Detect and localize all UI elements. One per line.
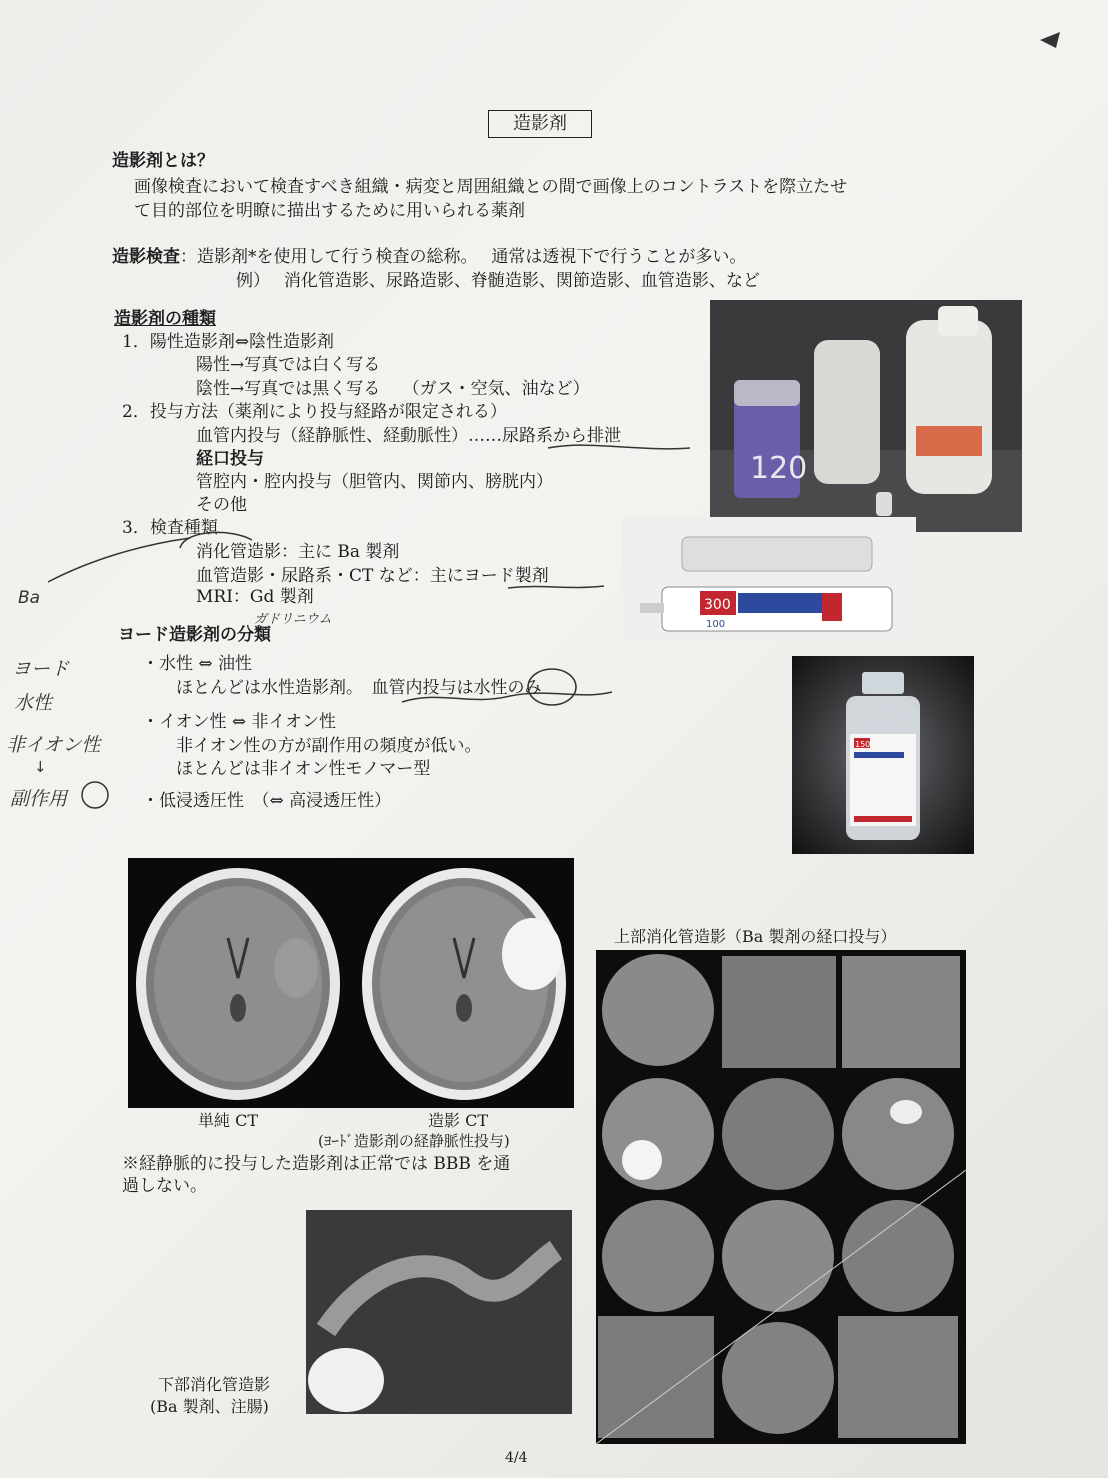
types-item-2d: その他 xyxy=(196,495,247,515)
iodine-a-note: ほとんどは水性造影剤。 血管内投与は水性のみ xyxy=(176,678,542,698)
syringe-label-300: 300 xyxy=(704,597,731,613)
iodine-a: ・水性 ⇔ 油性 xyxy=(142,654,253,674)
upper-gi-caption: 上部消化管造影（Ba 製剤の経口投与） xyxy=(614,927,897,946)
page-number: 4/4 xyxy=(505,1450,528,1466)
exam-label: 造影検査 xyxy=(112,247,180,267)
exam-example: 例） 消化管造影、尿路造影、脊髄造影、関節造影、血管造影、など xyxy=(236,271,760,291)
types-item-2c: 管腔内・腔内投与（胆管内、関節内、膀胱内） xyxy=(196,472,553,492)
types-item-2: 2．投与方法（薬剤により投与経路が限定される） xyxy=(122,402,507,422)
ct-plain-caption: 単純 CT xyxy=(198,1111,259,1130)
lower-gi-caption-2: (Ba 製剤、注腸) xyxy=(150,1397,269,1416)
lower-gi-caption-1: 下部消化管造影 xyxy=(158,1375,271,1394)
bottle-label-150: 150 xyxy=(855,740,871,749)
iodine-b: ・イオン性 ⇔ 非イオン性 xyxy=(142,712,337,732)
handwriting-gd: ガドリニウム xyxy=(254,612,332,627)
ct-comparison-image xyxy=(128,858,574,1108)
ct-note-line-1: ※経静脈的に投与した造影剤は正常では BBB を通 xyxy=(122,1154,511,1174)
types-item-2a: 血管内投与（経静脈性、経動脈性）……尿路系から排泄 xyxy=(196,426,621,446)
contrast-ct-scan xyxy=(362,868,566,1100)
iodine-b-note-2: ほとんどは非イオン性モノマー型 xyxy=(176,759,431,779)
types-item-3c: MRI：Gd 製剤 xyxy=(196,587,314,607)
plain-ct-scan xyxy=(136,868,340,1100)
prefilled-syringe-photo xyxy=(622,517,916,641)
types-item-1b: 陰性→写真では黒く写る （ガス・空気、油など） xyxy=(196,379,590,399)
ct-note-line-2: 過しない。 xyxy=(122,1176,207,1196)
page-title: 造影剤 xyxy=(488,110,592,138)
handwriting-ba: Ba xyxy=(18,588,41,608)
exam-text: ：造影剤*を使用して行う検査の総称。 通常は透視下で行うことが多い。 xyxy=(180,247,747,267)
syringe-label-100: 100 xyxy=(706,619,726,630)
contrast-bottles-photo xyxy=(710,300,1022,532)
upper-gi-series-image xyxy=(596,950,966,1444)
definition-heading: 造影剤とは？ xyxy=(112,151,214,171)
iodine-b-note-1: 非イオン性の方が副作用の頻度が低い。 xyxy=(176,736,482,756)
bottle-label-120: 120 xyxy=(750,451,808,486)
lower-gi-image xyxy=(306,1210,572,1414)
iomeprol-bottle-photo xyxy=(792,656,974,854)
iodine-c: ・低浸透圧性 （⇔ 高浸透圧性） xyxy=(142,791,392,811)
handwriting-arrow: ↓ xyxy=(34,758,47,776)
types-item-3a: 消化管造影：主に Ba 製剤 xyxy=(196,542,400,562)
types-item-1: 1．陽性造影剤⇔陰性造影剤 xyxy=(122,332,335,352)
ct-contrast-caption: 造影 CT xyxy=(428,1111,489,1130)
types-item-3b: 血管造影・尿路系・CT など：主にヨード製剤 xyxy=(196,566,549,586)
handwriting-nonionic: 非イオン性 xyxy=(6,734,101,756)
definition-line-1: 画像検査において検査すべき組織・病変と周囲組織との間で画像上のコントラストを際立たせ xyxy=(134,177,848,197)
iodine-heading: ヨード造影剤の分類 xyxy=(118,625,271,645)
types-item-2b: 経口投与 xyxy=(196,449,264,469)
types-item-1a: 陽性→写真では白く写る xyxy=(196,355,381,375)
handwriting-aqueous: 水性 xyxy=(14,692,53,714)
types-item-3: 3．検査種類 xyxy=(122,518,218,538)
ct-contrast-sub-caption: (ﾖｰﾄﾞ造影剤の経静脈性投与) xyxy=(318,1132,510,1150)
definition-line-2: て目的部位を明瞭に描出するために用いられる薬剤 xyxy=(134,201,525,221)
types-heading: 造影剤の種類 xyxy=(114,309,216,329)
handwriting-side-effect: 副作用 xyxy=(10,788,68,810)
handwriting-iodine: ヨード xyxy=(12,658,70,680)
